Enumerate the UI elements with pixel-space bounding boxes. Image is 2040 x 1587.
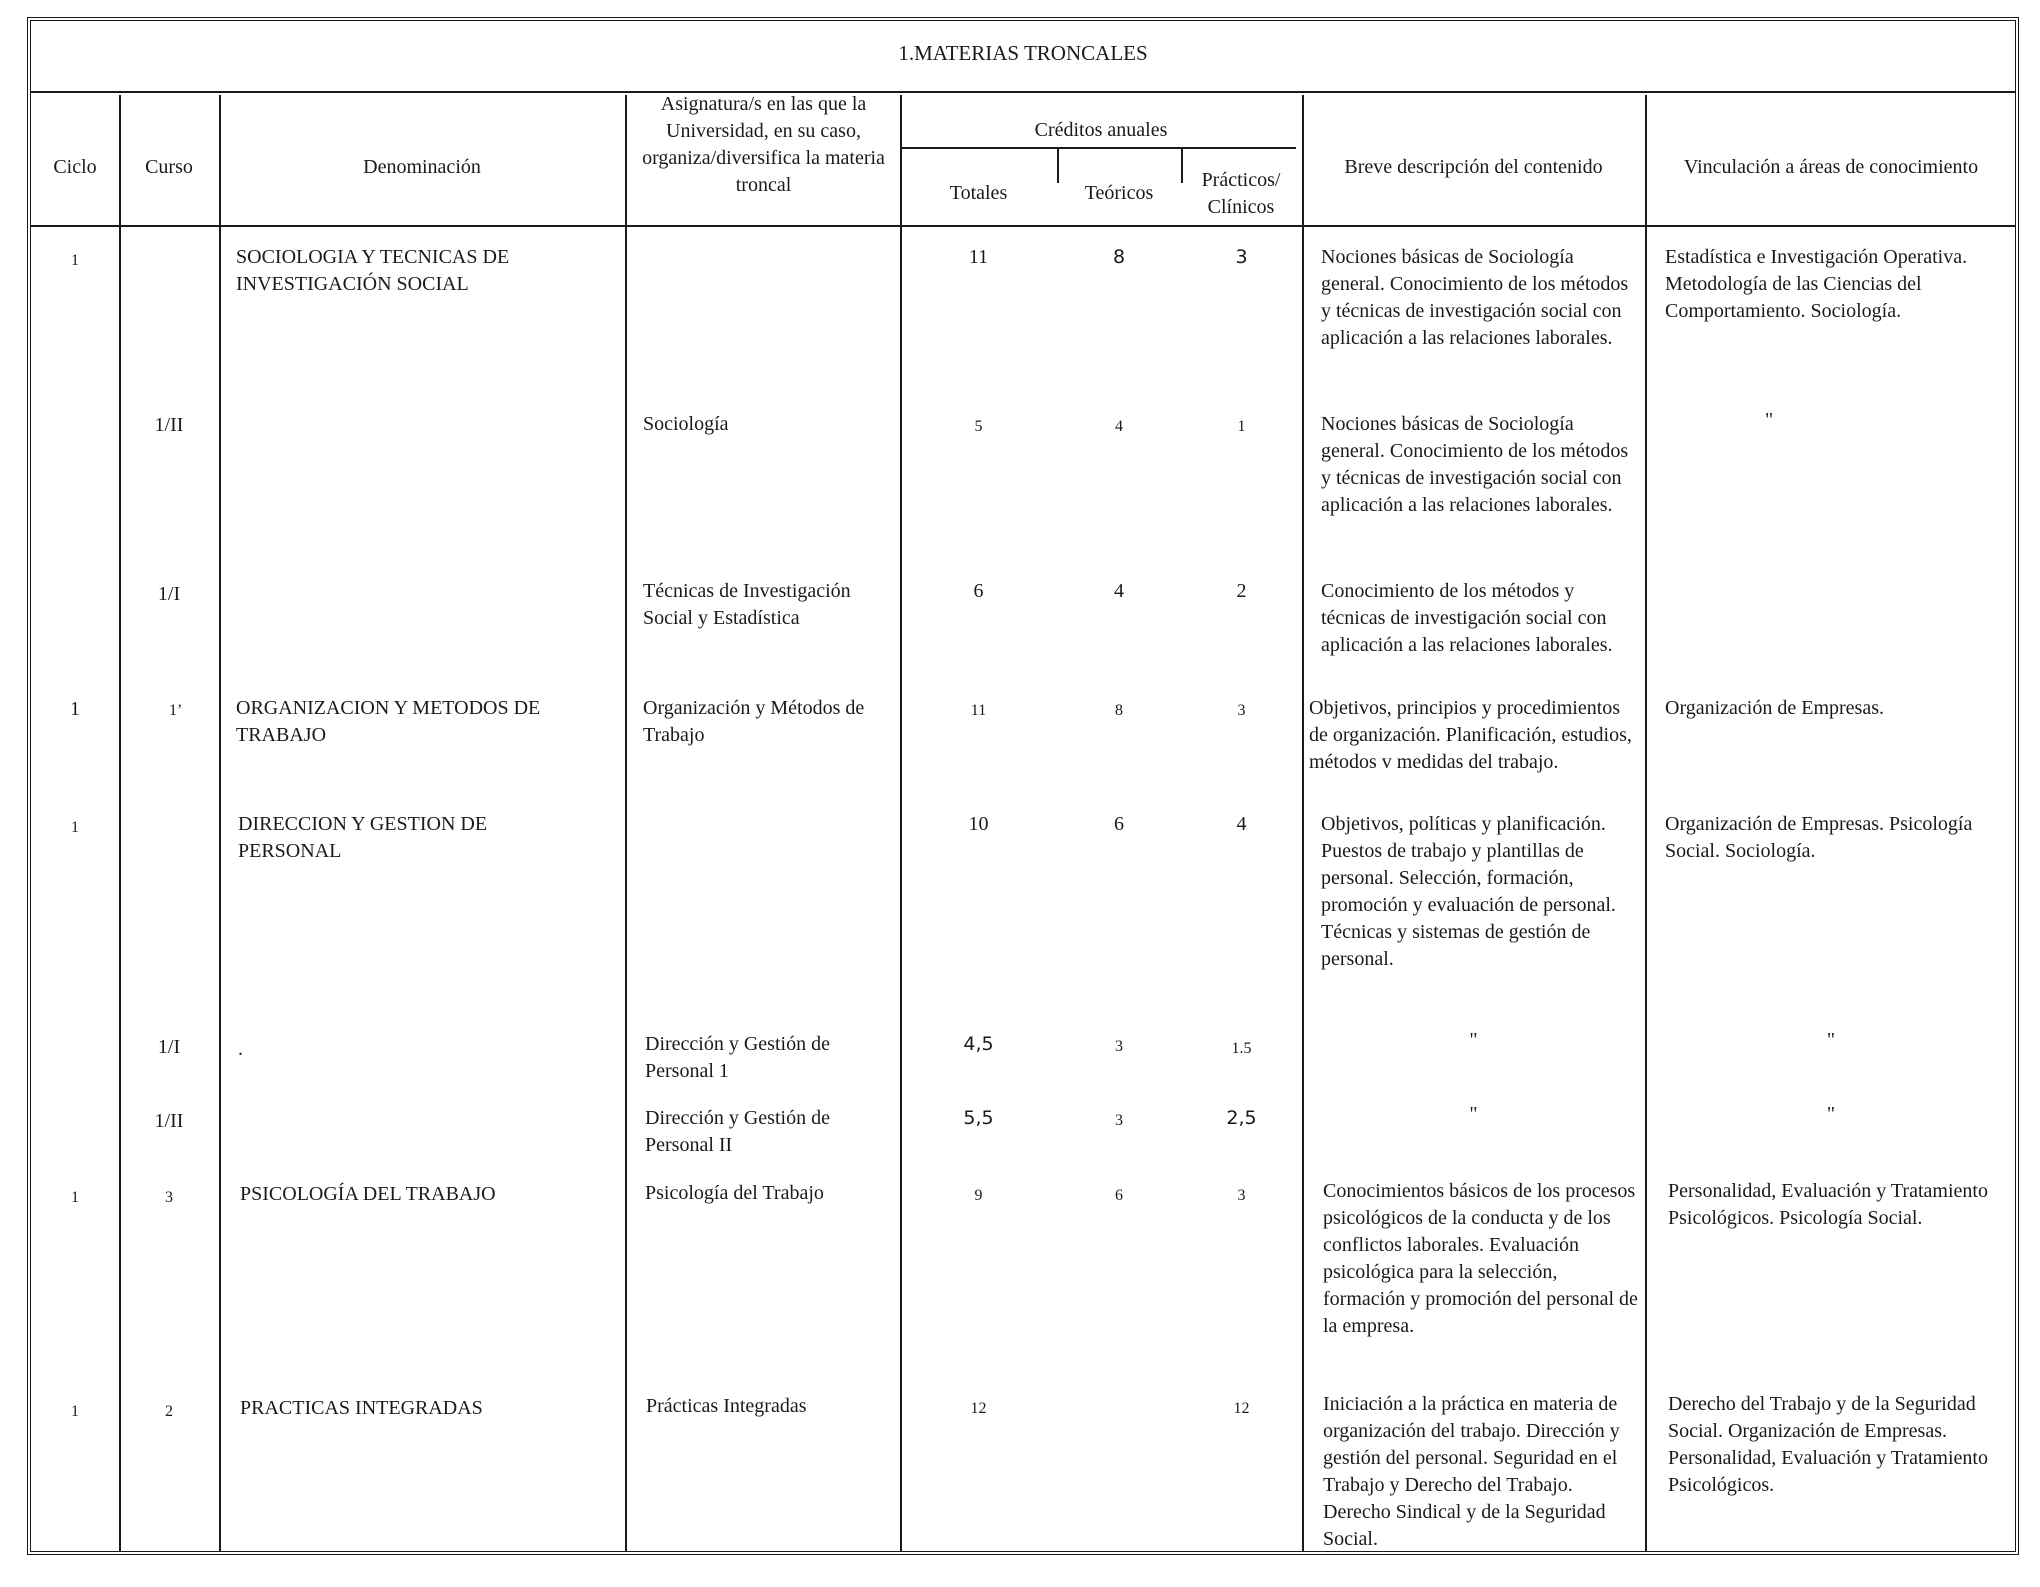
table-title: 1.MATERIAS TRONCALES [898,41,1148,65]
header-totales: Totales [949,182,1008,204]
header-curso: Curso [145,156,193,178]
header-creditos-anuales: Créditos anuales [1034,119,1168,141]
materias-troncales-table: 1.MATERIAS TRONCALES Ciclo Curso Denominación Asignatura/s en las que la Universidad, en su caso, organiza/diversifica la materia troncal Créditos anuales Totales Teóricos Prácticos/ Clínicos Breve descripción del contenido Vinculación a áreas de conocimiento 1 SOCIOLOGIA Y TECNICAS DE INVESTIGACIÓN SOCIAL 11 8 3 Nociones básicas de Sociología general. Conocimiento de los métodos y técnicas de investigación social con aplicación a las relaciones laborales. Estadística e Investigación Operativa. Metodología de las Ciencias del Comportamiento. Sociología. 1/II Sociología 5 4 1 Nociones básicas de Sociología general. Conocimiento de los métodos y técnicas de investigación social con aplicación a las relaciones laborales. " 1/I Técnicas de Investigación Social y Estadística 6 4 2 Conocimiento de los métodos y técnicas de investigación social con aplicación a las relaciones laborales. 1 1’ ORGANIZACION Y METODOS DE TRABAJO Organización y Métodos de Trabajo 11 8 3 Objetivos, principios y procedimientos de organización. Planificación, estudios, métodos v medidas del trabajo. Organización de Empresas. 1 DIRECCION Y GESTION DE PERSONAL 10 6 4 Objetivos, políticas y planificación. Puestos de trabajo y plantillas de personal. Selección, formación, promoción y evaluación de personal. Técnicas y sistemas de gestión de personal. Organización de Empresas. Psicología Social. Sociología. 1/I . Dirección y Gestión de Personal 1 4,5 3 1.5 " " 1/II Dirección y Gestión de Personal II 5,5 3 2,5 " " 1 3 PSICOLOGÍA DEL TRABAJO Psicología del Trabajo 9 6 3 Conocimientos básicos de los procesos psicológicos de la conducta y de los conflictos laborales. Evaluación psicológica para la selección, formación y promoción del personal de la empresa. Personalidad, Evaluación y Tratamiento Psicológicos. Psicología Social. 1 2 PRACTICAS INTEGRADAS Prácticas Integradas 12 12 Iniciación a la práctica en materia de organización del trabajo. Dirección y gestión del personal. Seguridad en el Trabajo y Derecho del Trabajo. Derecho Sindical y de la Seguridad Social. Derecho del Trabajo y de la Seguridad Social. Organización de Empresas. Personalidad, Evaluación y Tratamiento Psicológicos. [27,17,2019,1555]
header-divider [31,225,2015,227]
header-denominacion: Denominación [363,156,481,178]
header-teoricos: Teóricos [1084,182,1154,204]
header-asignatura: Asignatura/s en las que la Universidad, en su caso, organiza/diversifica la materia troncal [642,93,885,196]
header-vinculacion: Vinculación a áreas de conocimiento [1683,156,1979,178]
header-ciclo: Ciclo [53,156,97,178]
title-divider [31,91,2015,93]
header-practicos: Prácticos/ Clínicos [1201,169,1281,218]
header-descripcion: Breve descripción del contenido [1344,156,1603,178]
